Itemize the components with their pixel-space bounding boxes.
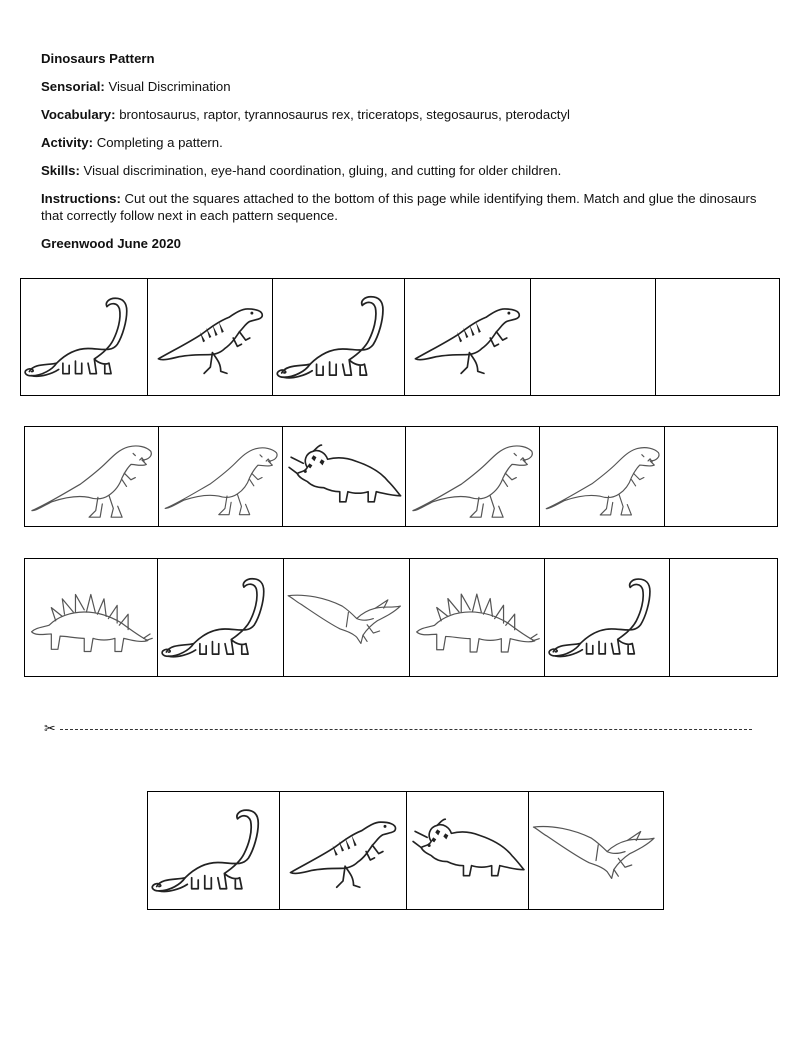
pattern-1-cell-2 [148, 279, 274, 395]
pattern-row-3 [24, 558, 778, 677]
brontosaurus-icon [273, 279, 404, 395]
tyrannosaurus-icon [540, 427, 665, 526]
pattern-2-cell-5 [540, 427, 666, 526]
activity-label: Activity: [41, 135, 94, 150]
pattern-2-cell-4 [406, 427, 540, 526]
pattern-1-cell-3 [273, 279, 405, 395]
skills-label: Skills: [41, 163, 80, 178]
worksheet-header [41, 50, 776, 263]
brontosaurus-icon [545, 559, 670, 676]
pattern-1-blank-cell[interactable] [531, 279, 657, 395]
instructions-label: Instructions: [41, 191, 121, 206]
pattern-3-cell-2 [158, 559, 285, 676]
cutout-cell-3[interactable] [407, 792, 529, 909]
brontosaurus-icon [158, 559, 284, 676]
activity-line [41, 134, 776, 151]
skills-value: Visual discrimination, eye-hand coordination, gluing, and cutting for older children. [83, 163, 562, 178]
brontosaurus-icon [148, 792, 279, 909]
cutout-cell-1[interactable] [148, 792, 280, 909]
pattern-2-blank-cell[interactable] [665, 427, 777, 526]
pattern-row-1 [20, 278, 780, 396]
pterodactyl-icon [284, 559, 409, 676]
pterodactyl-icon [529, 792, 663, 909]
tyrannosaurus-icon [25, 427, 158, 526]
stegosaurus-icon [25, 559, 157, 676]
cutout-row [147, 791, 664, 910]
pattern-1-cell-1 [21, 279, 148, 395]
tyrannosaurus-icon [406, 427, 539, 526]
stegosaurus-icon [410, 559, 544, 676]
pattern-1-cell-4 [405, 279, 531, 395]
pattern-2-cell-2 [159, 427, 284, 526]
scissors-icon: ✂ [44, 721, 56, 737]
pattern-3-cell-4 [410, 559, 545, 676]
cut-line [44, 722, 752, 736]
instructions-line [41, 190, 776, 224]
sensorial-label: Sensorial: [41, 79, 105, 94]
cutout-cell-2[interactable] [280, 792, 407, 909]
raptor-icon [405, 279, 530, 395]
pattern-2-cell-1 [25, 427, 159, 526]
tyrannosaurus-icon [159, 427, 283, 526]
pattern-3-cell-3 [284, 559, 410, 676]
dashed-divider [60, 729, 752, 730]
pattern-row-2 [24, 426, 778, 527]
brontosaurus-icon [21, 279, 147, 395]
raptor-icon [148, 279, 273, 395]
raptor-icon [280, 792, 406, 909]
pattern-3-cell-1 [25, 559, 158, 676]
pattern-3-blank-cell[interactable] [670, 559, 777, 676]
skills-line [41, 162, 776, 179]
vocabulary-line [41, 106, 776, 123]
vocabulary-value: brontosaurus, raptor, tyrannosaurus rex, triceratops, stegosaurus, pterodactyl [119, 107, 570, 122]
instructions-value: Cut out the squares attached to the bottom of this page while identifying them. Match and glue the dinosaurs that correctly follow next in each pattern sequence. [41, 191, 757, 223]
worksheet-title: Dinosaurs Pattern [41, 51, 155, 66]
vocabulary-label: Vocabulary: [41, 107, 116, 122]
sensorial-value: Visual Discrimination [108, 79, 231, 94]
pattern-3-cell-5 [545, 559, 671, 676]
activity-value: Completing a pattern. [96, 135, 223, 150]
pattern-2-cell-3 [283, 427, 406, 526]
credit-line: Greenwood June 2020 [41, 236, 181, 251]
sensorial-line [41, 78, 776, 95]
triceratops-icon [407, 792, 528, 909]
triceratops-icon [283, 427, 405, 526]
cutout-cell-4[interactable] [529, 792, 663, 909]
pattern-1-blank-cell[interactable] [656, 279, 779, 395]
